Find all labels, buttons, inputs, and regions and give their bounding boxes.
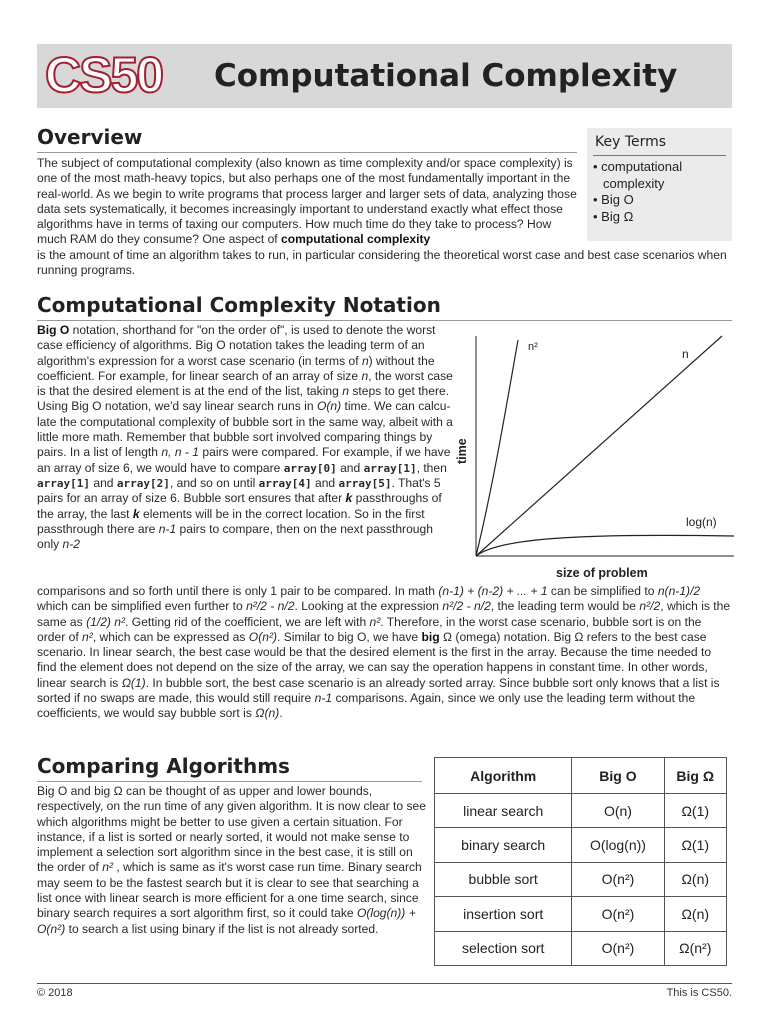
table-cell: O(n²) [572, 862, 664, 896]
table-cell: Ω(n) [664, 897, 727, 931]
table-row [435, 794, 727, 828]
table-cell: O(n²) [572, 897, 664, 931]
notation-text-column: Big O notation, shorthand for "on the order of", is used to denote the worst case efficiency of algorithms. Big O notation takes the leading term of an algorithm's expression for a worst case scenario (in terms of n) without the coefficient. For example, for linear search of an array of size n, the worst case is that the desired element is at the end of the list, taking n steps to get there. Using Big O notation, we'd say linear search runs in O(n) time. We can calculate the computational complexity of bubble sort in the same way, albeit with a little more math. Remember that bubble sort involved comparing things by pairs. In a list of length n, n - 1 pairs were compared. For example, if we have an array of size 6, we would have to compare array[0] and array[1], then array[1] and array[2], and so on until array[4] and array[5]. That's 5 pairs for an array of size 6. Bubble sort ensures that after k passthroughs of the array, the last k elements will be in the correct location. So in the first passthrough there are n-1 pairs to compare, then on the next passthrough only n-2 [37, 323, 453, 552]
table-cell: binary search [435, 828, 572, 862]
table-cell: selection sort [435, 931, 572, 965]
notation-heading: Computational Complexity Notation [37, 293, 441, 317]
overview-heading: Overview [37, 125, 143, 149]
algorithm-table [434, 757, 727, 966]
overview-rule [37, 152, 577, 153]
table-row [435, 828, 727, 862]
table-header-row [435, 758, 727, 794]
table-cell: O(n²) [572, 931, 664, 965]
series-label-log: log(n) [686, 515, 717, 529]
x-axis-label: size of problem [556, 566, 648, 580]
table-cell: Ω(1) [664, 828, 727, 862]
key-terms-title: Key Terms [595, 134, 667, 150]
column-header: Big O [572, 758, 664, 794]
key-term-item: • Big Ω [593, 209, 727, 226]
table-cell: O(n) [572, 794, 664, 828]
table-row [435, 897, 727, 931]
table-cell: bubble sort [435, 862, 572, 896]
column-header: Algorithm [435, 758, 572, 794]
y-axis-label: time [455, 438, 469, 464]
key-term-item: • Big O [593, 192, 727, 209]
footer-tagline: This is CS50. [666, 987, 732, 999]
table-cell: Ω(1) [664, 794, 727, 828]
header-bar [37, 44, 732, 108]
footer-rule [37, 983, 732, 984]
table-row [435, 862, 727, 896]
footer-copyright: © 2018 [37, 987, 73, 999]
table-cell: Ω(n) [664, 862, 727, 896]
table-cell: Ω(n²) [664, 931, 727, 965]
notation-rule [37, 320, 732, 321]
series-label-n: n [682, 347, 689, 361]
key-terms-list [593, 159, 727, 225]
series-label-n2: n² [528, 341, 538, 353]
comparing-text: Big O and big Ω can be thought of as upper and lower bounds, respectively, on the run time of any given algorithm. It is now clear to see which algorithms might be better to use given a certain situation. For instance, if a list is sorted or nearly sorted, it would not make sense to implement a selection sort algorithm since in the best case, it is still on the order of n² , which is same as it's worst case run time. Binary search may seem to be the fastest search but it is clear to see that searching a list once with linear search is more efficient for a one time search, since binary search requires a sort algorithm first, so it could take O(log(n)) + O(n²) to search a list using binary if the list is not already sorted. [37, 784, 426, 936]
page-title: Computational Complexity [214, 58, 678, 94]
key-terms-rule [593, 155, 726, 156]
column-header: Big Ω [664, 758, 727, 794]
key-term-item: • computational complexity [593, 159, 727, 192]
comparing-heading: Comparing Algorithms [37, 754, 290, 778]
series-line-log [476, 535, 734, 556]
table-cell: linear search [435, 794, 572, 828]
cs50-logo: CS50 [45, 47, 163, 103]
overview-text-a: The subject of computational complexity (also known as time complexity and/or space complexity) is one of the most math-heavy topics, but also perhaps one of the most fundamentally important in the real-world. As we begin to write programs that process larger and larger sets of data, analyzing those data sets systematically, it becomes increasingly important to understand exactly what effect those algorithms have in terms of taxing our computers. How much time do they take to process? How much RAM do they consume? One aspect of computational complexity [37, 156, 577, 247]
table-cell: O(log(n)) [572, 828, 664, 862]
key-terms-box [587, 128, 732, 241]
notation-text-full: comparisons and so forth until there is only 1 pair to be compared. In math (n-1) + (n-2) + ... + 1 can be simplified to n(n-1)/2 which can be simplified even further to n²/2 - n/2. Looking at the expression n²/2 - n/2, the leading term would be n²/2, which is the same as (1/2) n². Getting rid of the coefficient, we are left with n². Therefore, in the worst case scenario, bubble sort is on the order of n², which can be expressed as O(n²). Similar to big O, we have big Ω (omega) notation. Big Ω refers to the best case scenario. In linear search, the best case would be that the desired element is the first in the array. Because the time needed to find the element does not depend on the size of the array, we can say the operation happens in constant time. In other words, linear search is Ω(1). In bubble sort, the best case scenario is an already sorted array. Since bubble sort only knows that a list is sorted if no swaps are made, this would still require n-1 comparisons. Again, since we only use the leading term without the coefficients, we would say bubble sort is Ω(n). [37, 584, 731, 721]
overview-text-b: is the amount of time an algorithm takes to run, in particular considering the theoretical worst case and best case scenarios when running programs. [37, 248, 727, 278]
table-row [435, 931, 727, 965]
complexity-chart [452, 330, 737, 585]
table-cell: insertion sort [435, 897, 572, 931]
comparing-rule [37, 781, 422, 782]
